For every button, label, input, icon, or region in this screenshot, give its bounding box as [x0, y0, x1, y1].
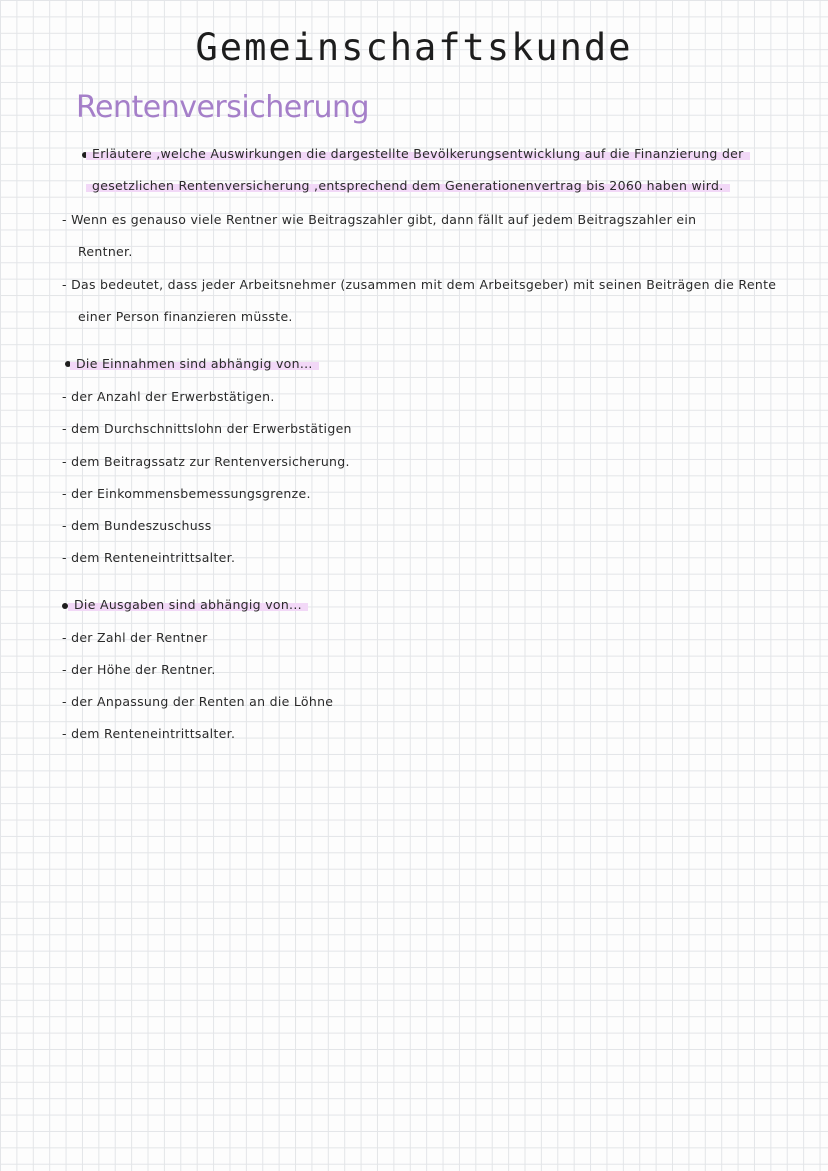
- expenses-heading-text: Die Ausgaben sind abhängig von...: [68, 597, 308, 612]
- answer-p2-line-2: einer Person finanzieren müsste.: [78, 309, 293, 324]
- expenses-item: - der Zahl der Rentner: [62, 630, 208, 645]
- expenses-item: - der Höhe der Rentner.: [62, 662, 216, 677]
- expenses-heading: [68, 597, 308, 612]
- income-item: - dem Renteneintrittsalter.: [62, 550, 236, 565]
- income-item: - der Einkommensbemessungsgrenze.: [62, 486, 311, 501]
- income-item: - dem Beitragssatz zur Rentenversicherung.: [62, 454, 350, 469]
- task-line-2-text: gesetzlichen Rentenversicherung ,entsprechend dem Generationenvertrag bis 2060 haben wird.: [86, 178, 730, 193]
- task-line-1: [86, 146, 750, 161]
- expenses-item: - der Anpassung der Renten an die Löhne: [62, 694, 334, 709]
- task-line-2: [86, 178, 730, 193]
- task-line-1-text: Erläutere ,welche Auswirkungen die dargestellte Bevölkerungsentwicklung auf die Finanzierung der: [86, 146, 750, 161]
- income-heading: [70, 356, 319, 371]
- income-item: - der Anzahl der Erwerbstätigen.: [62, 389, 275, 404]
- expenses-item: - dem Renteneintrittsalter.: [62, 726, 236, 741]
- answer-p1-line-2: Rentner.: [78, 244, 133, 259]
- subtitle: Rentenversicherung: [76, 90, 370, 125]
- page-title: Gemeinschaftskunde: [195, 26, 633, 69]
- answer-p2-line-1: - Das bedeutet, dass jeder Arbeitsnehmer (zusammen mit dem Arbeitsgeber) mit seinen Beiträgen die Rente: [62, 277, 777, 292]
- income-item: - dem Bundeszuschuss: [62, 518, 212, 533]
- answer-p1-line-1: - Wenn es genauso viele Rentner wie Beitragszahler gibt, dann fällt auf jedem Beitragszahler ein: [62, 212, 697, 227]
- income-item: - dem Durchschnittslohn der Erwerbstätigen: [62, 421, 352, 436]
- income-heading-text: Die Einnahmen sind abhängig von...: [70, 356, 319, 371]
